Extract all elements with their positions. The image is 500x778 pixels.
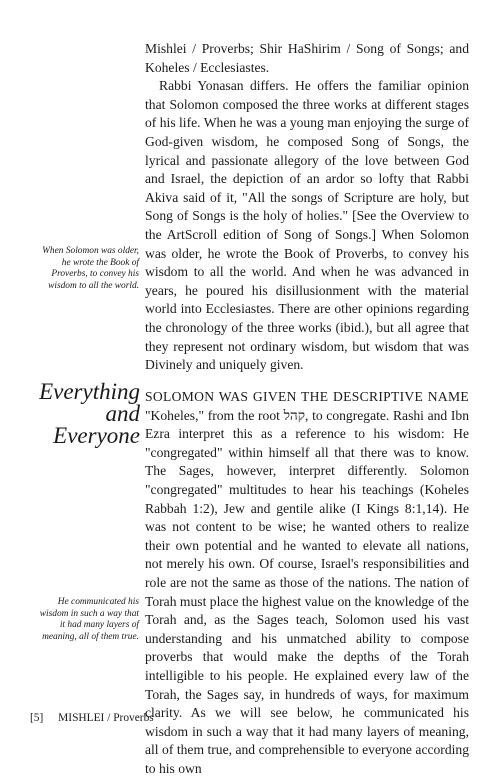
- page-footer: [30, 711, 154, 725]
- section-heading-line-2: and: [105, 401, 140, 426]
- paragraph-rabbi-yonasan: Rabbi Yonasan differs. He offers the familiar opinion that Solomon composed the three works at different stages of his life. When he was a young man enjoying the surge of God-given wisdom, he composed Song of Songs, the lyrical and passionate allegory of the love between God and Israel, the depiction of an ardor so lofty that Rabbi Akiva said of it, "All the songs of Scripture are holy, but Song of Songs is the holy of holies." [See the Overview to the ArtScroll edition of Song of Songs.] When Solomon was older, he wrote the Book of Proverbs, to convey his wisdom to all the world. And when he was advanced in years, he poured his disillusionment with the material world into Ecclesiastes. There are other opinions regarding the chronology of the three works (ibid.), but all agree that they represent not ordinary wisdom, but wisdom that was Divinely and uniquely given.: [145, 78, 469, 373]
- paragraph-continuation: Mishlei / Proverbs; Shir HaShirim / Song of Songs; and Koheles / Ecclesiastes.: [145, 41, 469, 75]
- section-text-block: [145, 388, 469, 778]
- section-heading-line-1: Everything: [39, 379, 140, 404]
- section-paragraph: [145, 388, 469, 778]
- margin-note-proverbs: When Solomon was older, he wrote the Book of Proverbs, to convey his wisdom to all the world.: [42, 246, 139, 291]
- section-heading: [28, 381, 140, 447]
- section-heading-line-3: Everyone: [53, 423, 140, 448]
- section-lead-in: SOLOMON WAS GIVEN THE DESCRIPTIVE NAME: [145, 389, 469, 404]
- running-head: MISHLEI / Proverbs: [58, 712, 154, 724]
- section-body: "Koheles," from the root קהל, to congregate. Rashi and Ibn Ezra interpret this as a reference to his wisdom: He "congregated" within himself all that there was to know. The Sages, however, interpret differently. Solomon "congregated" multitudes to hear his teachings (Koheles Rabbah 1:2), Jew and gentile alike (I Kings 8:1,14). He was not content to be wise; he wanted others to realize their own potential and he wanted to elevate all nations, not merely his own. Of course, Israel's responsibilities and role are not the same as those of the nations. The nation of Torah must place the highest value on the knowledge of the Torah and, as the Sages teach, Solomon used his vast understanding and his unmatched ability to compose proverbs that would make the depths of the Torah intelligible to his people. He explained every law of the Torah, the Sages say, in hundreds of ways, for maximum clarity. As we will see below, he communicated his wisdom in such a way that it had many layers of meaning, all of them true, and comprehensible to everyone according to his own: [145, 407, 469, 776]
- page-number: [5]: [30, 712, 44, 724]
- margin-note-layers: He communicated his wisdom in such a way that it had many layers of meaning, all of them true.: [39, 597, 139, 642]
- top-text-block: [145, 40, 469, 375]
